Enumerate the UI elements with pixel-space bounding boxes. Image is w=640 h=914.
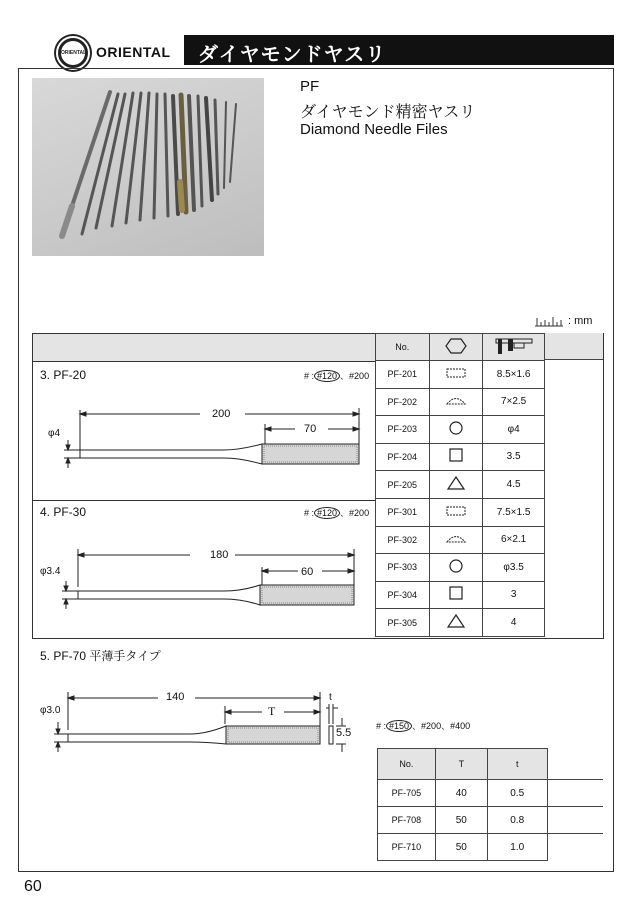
pf20-length-total: 200 xyxy=(212,408,231,420)
triangle-shape-icon xyxy=(445,613,467,629)
pf70-row-no: PF-710 xyxy=(378,834,436,861)
logo-text: ORIENTAL xyxy=(61,41,85,65)
pf30-diameter: φ3.4 xyxy=(40,566,61,577)
table-row xyxy=(376,388,545,416)
row-no: PF-204 xyxy=(376,443,430,471)
grit-pf20: # : #120 、#200 xyxy=(304,371,370,381)
page-number: 60 xyxy=(24,878,42,895)
square-shape-icon xyxy=(445,447,467,463)
row-size: 3.5 xyxy=(483,443,545,471)
product-name-ja: ダイヤモンド精密ヤスリ xyxy=(300,104,476,121)
pf70-row-extra xyxy=(547,780,603,807)
pf70-col-T: T xyxy=(435,749,487,780)
row-shape xyxy=(429,499,483,527)
oriental-logo xyxy=(56,36,90,70)
pf70-drawing xyxy=(50,688,360,758)
pf70-row-extra xyxy=(547,807,603,834)
square-shape-icon xyxy=(445,585,467,601)
pf70-row-extra xyxy=(547,834,603,861)
row-no: PF-305 xyxy=(376,609,430,637)
table-row xyxy=(376,581,545,609)
pf70-row-no: PF-705 xyxy=(378,780,436,807)
product-photo xyxy=(32,78,264,256)
product-name-en: Diamond Needle Files xyxy=(300,121,448,138)
section-divider xyxy=(33,500,375,501)
table-row xyxy=(376,416,545,444)
pf20-length-part: 70 xyxy=(304,423,317,435)
row-shape xyxy=(429,361,483,389)
row-size: 7.5×1.5 xyxy=(483,499,545,527)
row-no: PF-202 xyxy=(376,388,430,416)
triangle-shape-icon xyxy=(445,475,467,491)
row-shape xyxy=(429,388,483,416)
table-row xyxy=(376,361,545,389)
pf70-col-extra xyxy=(547,749,603,780)
col-no: No. xyxy=(376,334,430,361)
half-round-shape-icon xyxy=(445,392,467,408)
row-size: φ4 xyxy=(483,416,545,444)
pf30-length-part: 60 xyxy=(301,566,314,578)
grit-pf70: # : #150 、#200、#400 xyxy=(376,721,471,731)
pf70-length-part: T xyxy=(268,704,276,718)
brand-name: ORIENTAL xyxy=(96,44,171,60)
title-bar xyxy=(184,35,614,65)
section-title-pf70: 5. PF-70 平薄手タイプ xyxy=(40,649,161,663)
row-size: 4 xyxy=(483,609,545,637)
row-shape xyxy=(429,581,483,609)
pf70-row-t: 0.8 xyxy=(487,807,547,834)
pf70-col-t: t xyxy=(487,749,547,780)
row-size: 4.5 xyxy=(483,471,545,499)
col-size xyxy=(483,334,545,361)
flat-shape-icon xyxy=(445,365,467,381)
table-row xyxy=(376,443,545,471)
pf20-diameter: φ4 xyxy=(48,428,61,439)
ruler-icon xyxy=(535,314,563,328)
row-shape xyxy=(429,416,483,444)
pf70-row-no: PF-708 xyxy=(378,807,436,834)
pf70-thickness: t xyxy=(329,692,332,703)
round-shape-icon xyxy=(445,420,467,436)
half-round-shape-icon xyxy=(445,530,467,546)
section-title-pf30: 4. PF-30 xyxy=(40,505,87,519)
pf70-diameter: φ3.0 xyxy=(40,705,61,716)
pf70-row-t: 1.0 xyxy=(487,834,547,861)
row-size: 7×2.5 xyxy=(483,388,545,416)
pf70-width: 5.5 xyxy=(336,727,352,739)
row-shape xyxy=(429,471,483,499)
row-size: 6×2.1 xyxy=(483,526,545,554)
row-shape xyxy=(429,526,483,554)
row-size: φ3.5 xyxy=(483,554,545,582)
row-size: 8.5×1.6 xyxy=(483,361,545,389)
needle-files-image xyxy=(32,78,264,256)
table-row xyxy=(376,609,545,637)
hexagon-icon xyxy=(445,338,467,354)
pf70-length-total: 140 xyxy=(166,691,185,703)
pf30-length-total: 180 xyxy=(210,549,229,561)
header-extra xyxy=(545,333,603,360)
header-band xyxy=(33,334,375,362)
pf70-row-T: 40 xyxy=(435,780,487,807)
table-row xyxy=(378,834,604,861)
round-shape-icon xyxy=(445,558,467,574)
table-row xyxy=(376,554,545,582)
table-row xyxy=(378,807,604,834)
row-no: PF-303 xyxy=(376,554,430,582)
row-shape xyxy=(429,609,483,637)
spec-table xyxy=(375,333,545,637)
unit-label: : mm xyxy=(568,315,593,327)
pf70-table xyxy=(377,748,603,861)
pf20-drawing xyxy=(50,400,370,480)
row-no: PF-203 xyxy=(376,416,430,444)
row-no: PF-304 xyxy=(376,581,430,609)
col-shape xyxy=(429,334,483,361)
pf70-row-t: 0.5 xyxy=(487,780,547,807)
row-no: PF-301 xyxy=(376,499,430,527)
row-no: PF-302 xyxy=(376,526,430,554)
table-row xyxy=(376,526,545,554)
pf70-col-no: No. xyxy=(378,749,436,780)
pf70-row-T: 50 xyxy=(435,834,487,861)
table-row xyxy=(376,471,545,499)
caliper-icon xyxy=(494,336,534,356)
table-row xyxy=(376,499,545,527)
row-no: PF-205 xyxy=(376,471,430,499)
table-row xyxy=(378,780,604,807)
grit-pf30: # : #120 、#200 xyxy=(304,508,370,518)
row-no: PF-201 xyxy=(376,361,430,389)
row-shape xyxy=(429,554,483,582)
row-size: 3 xyxy=(483,581,545,609)
flat-shape-icon xyxy=(445,503,467,519)
row-shape xyxy=(429,443,483,471)
page-title: ダイヤモンドヤスリ xyxy=(198,44,387,66)
pf70-row-T: 50 xyxy=(435,807,487,834)
section-title-pf20: 3. PF-20 xyxy=(40,368,87,382)
product-code: PF xyxy=(300,78,320,95)
